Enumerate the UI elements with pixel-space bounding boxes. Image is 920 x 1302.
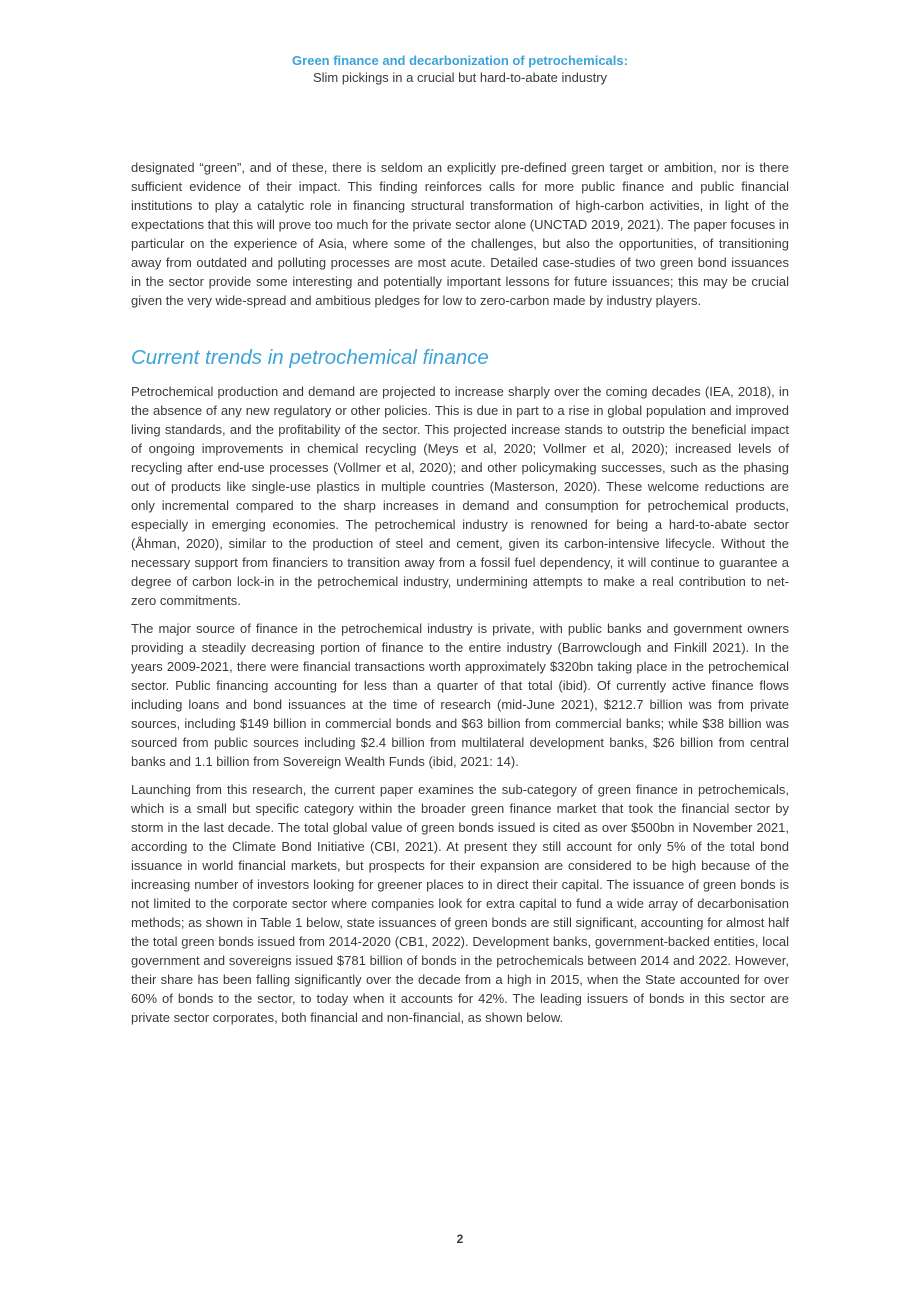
header-title: Green finance and decarbonization of petrochemicals: (292, 53, 628, 68)
header-subtitle: Slim pickings in a crucial but hard-to-abate industry (312, 70, 608, 85)
page-number: 2 (456, 1232, 464, 1246)
body-paragraph: The major source of finance in the petrochemical industry is private, with public banks and government owners providing a steadily decreasing portion of finance to the entire industry (Barrowclough and Finkill 2021). In the years 2009-2021, there were financial transactions worth approximately $320bn taking place in the petrochemical sector. Public financing accounting for less than a quarter of that total (ibid). Of currently active finance flows including loans and bond issuances at the time of research (mid-June 2021), $212.7 billion was from private sources, including $149 billion in commercial bonds and $63 billion from commercial banks; while $38 billion was sourced from public sources including $2.4 billion from multilateral development banks, $26 billion from central banks and 1.1 billion from Sovereign Wealth Funds (ibid, 2021: 14). (131, 621, 789, 769)
body-paragraph: Launching from this research, the current paper examines the sub-category of green finance in petrochemicals, which is a small but specific category within the broader green finance market that took the financial sector by storm in the last decade. The total global value of green bonds issued is cited as over $500bn in November 2021, according to the Climate Bond Initiative (CBI, 2021). At present they still account for only 5% of the total bond issuance in world financial markets, but prospects for their expansion are considered to be high because of the increasing number of investors looking for greener places to in direct their capital. The issuance of green bonds is not limited to the corporate sector where companies look for extra capital to fund a wide array of decarbonisation methods; as shown in Table 1 below, state issuances of green bonds are still significant, accounting for almost half the total green bonds issued from 2014-2020 (CB1, 2022). Development banks, government-backed entities, local government and sovereigns issued $781 billion of bonds in the petrochemicals between 2014 and 2022. However, their share has been falling significantly over the decade from a high in 2015, when the State accounted for over 60% of bonds to the sector, to today when it accounts for 42%. The leading issuers of bonds in this sector are private sector corporates, both financial and non-financial, as shown below. (131, 782, 789, 1025)
body-paragraph: Petrochemical production and demand are projected to increase sharply over the coming decades (IEA, 2018), in the absence of any new regulatory or other policies. This is due in part to a rise in global population and improved living standards, and the profitability of the sector. This projected increase stands to outstrip the beneficial impact of ongoing improvements in chemical recycling (Meys et al, 2020; Vollmer et al, 2020); increased levels of recycling after end-use processes (Vollmer et al, 2020); and other policymaking successes, such as the phasing out of products like single-use plastics in multiple countries (Masterson, 2020). These welcome reductions are only incremental compared to the sharp increases in demand and consumption for petrochemical products, especially in emerging economies. The petrochemical industry is renowned for being a hard-to-abate sector (Åhman, 2020), similar to the production of steel and cement, given its carbon-intensive lifecycle. Without the necessary support from financiers to transition away from a fossil fuel dependency, it will continue to guarantee a degree of carbon lock-in in the petrochemical industry, undermining attempts to make a real contribution to net-zero commitments. (131, 384, 789, 608)
running-header (0, 52, 920, 86)
section-heading: Current trends in petrochemical finance (131, 346, 489, 369)
intro-paragraph: designated “green”, and of these, there is seldom an explicitly pre-defined green target or ambition, nor is there sufficient evidence of their impact. This finding reinforces calls for more public finance and public financial institutions to play a catalytic role in financing structural transformation of high-carbon activities, in light of the expectations that this will prove too much for the private sector alone (UNCTAD 2019, 2021). The paper focuses in particular on the experience of Asia, where some of the challenges, but also the opportunities, of transitioning away from outdated and polluting processes are most acute. Detailed case-studies of two green bond issuances in the sector provide some interesting and potentially important lessons for future issuances; this may be crucial given the very wide-spread and ambitious pledges for low to zero-carbon made by industry players. (131, 160, 789, 308)
document-body (131, 158, 789, 1036)
